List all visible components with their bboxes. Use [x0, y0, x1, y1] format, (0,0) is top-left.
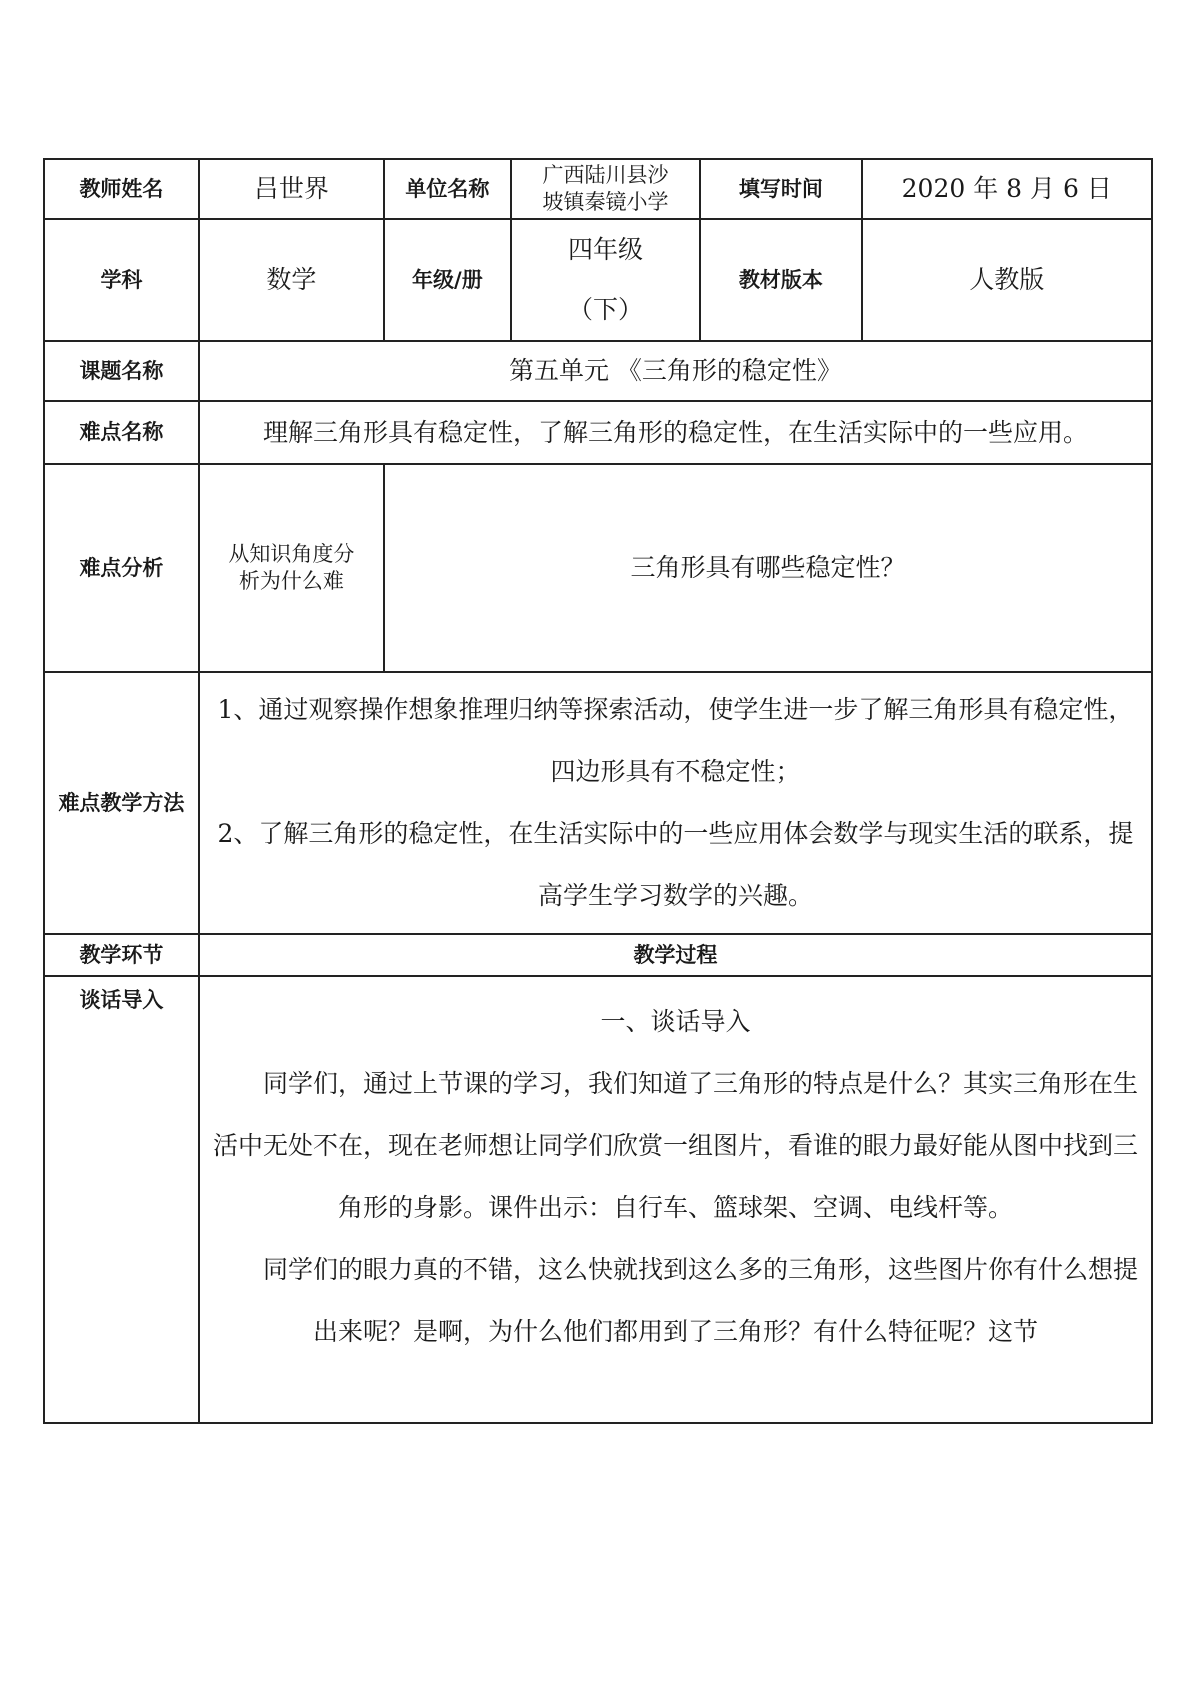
methods-content [199, 672, 1152, 934]
row-difficulty [44, 401, 1152, 464]
methods-item-1: 1、通过观察操作想象推理归纳等探索活动，使学生进一步了解三角形具有稳定性，四边形具有不稳定性； [217, 695, 1134, 786]
analysis-sublabel-line2: 析为什么难 [238, 569, 344, 593]
analysis-value: 三角形具有哪些稳定性？ [384, 464, 1152, 672]
subject-label: 学科 [44, 219, 199, 341]
analysis-sublabel-line1: 从知识角度分 [228, 541, 355, 566]
intro-stage: 谈话导入 [44, 976, 199, 1423]
intro-content [199, 976, 1152, 1423]
row-methods [44, 672, 1152, 934]
unit-value-line2: 坡镇秦镜小学 [542, 190, 669, 214]
intro-paragraph-2: 同学们的眼力真的不错，这么快就找到这么多的三角形，这些图片你有什么想提出来呢？是啊，为什么他们都用到了三角形？有什么特征呢？这节 [262, 1255, 1138, 1346]
row-process-header [44, 934, 1152, 976]
row-topic [44, 341, 1152, 401]
date-value: 2020 年 8 月 6 日 [862, 159, 1153, 219]
analysis-sublabel [199, 464, 384, 672]
teacher-label: 教师姓名 [44, 159, 199, 219]
process-header: 教学过程 [199, 934, 1152, 976]
grade-value-line2: （下） [567, 295, 643, 324]
methods-label: 难点教学方法 [44, 672, 199, 934]
difficulty-label: 难点名称 [44, 401, 199, 464]
intro-paragraph-1: 同学们，通过上节课的学习，我们知道了三角形的特点是什么？其实三角形在生活中无处不在，现在老师想让同学们欣赏一组图片，看谁的眼力最好能从图中找到三角形的身影。课件出示：自行车、篮球架、空调、电线杆等。 [212, 1069, 1138, 1222]
teacher-value: 吕世界 [199, 159, 384, 219]
stage-header: 教学环节 [44, 934, 199, 976]
row-analysis [44, 464, 1152, 672]
grade-label: 年级/册 [384, 219, 511, 341]
grade-value [511, 219, 700, 341]
unit-value-line1: 广西陆川县沙 [542, 162, 669, 187]
row-subject [44, 219, 1152, 341]
unit-value [511, 159, 700, 219]
topic-value: 第五单元 《三角形的稳定性》 [199, 341, 1152, 401]
unit-label: 单位名称 [384, 159, 511, 219]
difficulty-value: 理解三角形具有稳定性，了解三角形的稳定性，在生活实际中的一些应用。 [199, 401, 1152, 464]
textbook-label: 教材版本 [700, 219, 861, 341]
methods-item-2: 2、了解三角形的稳定性，在生活实际中的一些应用体会数学与现实生活的联系，提高学生学习数学的兴趣。 [217, 819, 1134, 910]
lesson-plan-table [43, 158, 1153, 1424]
date-label: 填写时间 [700, 159, 861, 219]
subject-value: 数学 [199, 219, 384, 341]
textbook-value: 人教版 [862, 219, 1153, 341]
topic-label: 课题名称 [44, 341, 199, 401]
intro-heading: 一、谈话导入 [600, 1007, 751, 1036]
row-intro [44, 976, 1152, 1423]
analysis-label: 难点分析 [44, 464, 199, 672]
row-teacher [44, 159, 1152, 219]
grade-value-line1: 四年级 [567, 235, 643, 264]
